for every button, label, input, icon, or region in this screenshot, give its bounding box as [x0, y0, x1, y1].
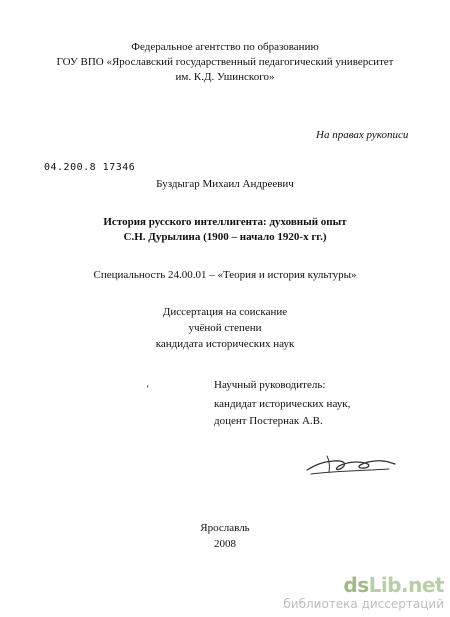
dissertation-line2: учёной степени	[188, 322, 262, 334]
dslib-watermark	[283, 573, 444, 611]
university-name-line: им. К.Д. Ушинского»	[175, 71, 275, 83]
supervisor-label: Научный руководитель:	[214, 379, 326, 391]
thesis-title-line2: С.Н. Дурылина (1900 – начало 1920-х гг.)	[123, 231, 327, 243]
agency-line: Федеральное агентство по образованию	[131, 41, 319, 53]
stamp-number: 04.200.8 17346	[44, 162, 136, 173]
dissertation-line1: Диссертация на соискание	[162, 306, 288, 318]
author-name: Буздыгар Михаил Андреевич	[156, 178, 294, 190]
signature-icon	[303, 444, 399, 488]
stray-mark: ‘	[146, 384, 150, 395]
dissertation-line3: кандидата исторических наук	[155, 338, 295, 350]
dslib-logo: dsLib.net	[343, 573, 444, 597]
city: Ярославль	[200, 522, 250, 534]
rights-note: На правах рукописи	[316, 129, 409, 141]
supervisor-degree: кандидат исторических наук,	[214, 398, 351, 410]
year: 2008	[214, 538, 236, 550]
thesis-title-line1: История русского интеллигента: духовный опыт	[103, 216, 347, 228]
university-line: ГОУ ВПО «Ярославский государственный педагогический университет	[56, 56, 394, 68]
supervisor-name: доцент Постернак А.В.	[214, 415, 323, 427]
watermark-subtitle: библиотека диссертаций	[283, 597, 444, 611]
specialty-line: Специальность 24.00.01 – «Теория и история культуры»	[93, 269, 357, 281]
